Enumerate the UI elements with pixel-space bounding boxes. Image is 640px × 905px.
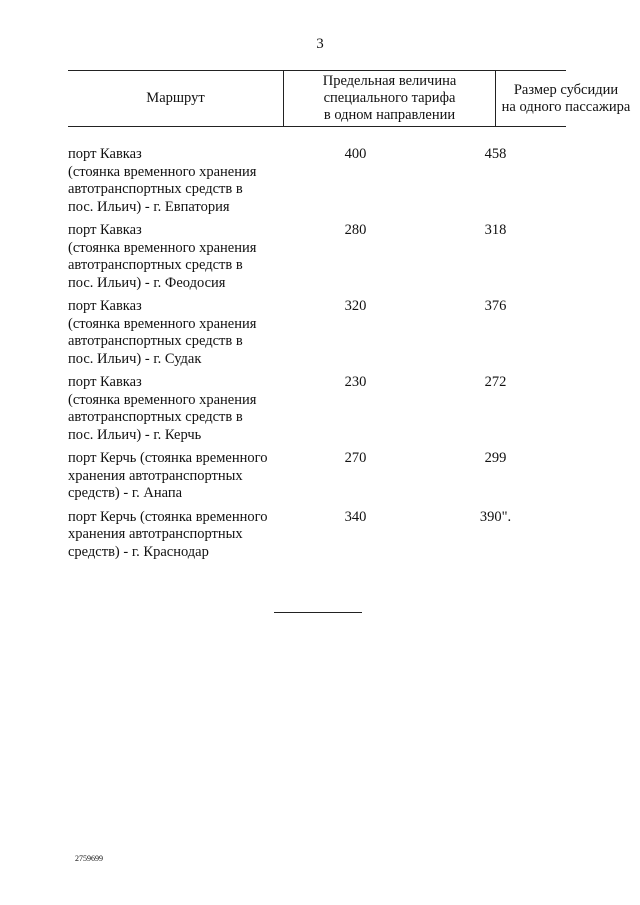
table-row	[68, 222, 566, 292]
route-cell: порт Кавказ (стоянка временного хранения автотранспортных средств в пос. Ильич) - г. Феодосия	[68, 222, 257, 291]
document-id: 2759699	[75, 854, 103, 863]
header-subsidy: Размер субсидии на одного пассажира	[501, 81, 631, 115]
route-cell: порт Кавказ (стоянка временного хранения автотранспортных средств в пос. Ильич) - г. Евпатория	[68, 146, 257, 215]
end-rule	[274, 612, 362, 613]
tariff-cell: 400	[344, 146, 367, 162]
table-row	[68, 509, 566, 562]
table-header	[68, 70, 631, 127]
route-cell: порт Кавказ (стоянка временного хранения автотранспортных средств в пос. Ильич) - г. Керчь	[68, 374, 257, 443]
route-cell: порт Керчь (стоянка временного хранения автотранспортных средств) - г. Анапа	[68, 450, 268, 501]
table-row	[68, 374, 566, 444]
table-row	[68, 146, 566, 216]
tariff-cell: 340	[344, 508, 367, 525]
subsidy-cell: 299	[484, 450, 507, 466]
table-body	[68, 127, 566, 561]
header-route: Маршрут	[146, 90, 205, 106]
subsidy-cell: 318	[484, 222, 507, 238]
table-row	[68, 298, 566, 368]
subsidy-cell: 272	[484, 374, 507, 390]
subsidy-cell: 390".	[479, 508, 512, 525]
tariff-cell: 280	[344, 222, 367, 238]
tariff-cell: 320	[344, 298, 367, 314]
tariff-table	[68, 70, 631, 567]
tariff-cell: 230	[344, 374, 367, 390]
header-tariff: Предельная величина специального тарифа в одном направлении	[283, 71, 496, 126]
table-row	[68, 450, 566, 503]
page-number: 3	[316, 36, 324, 52]
subsidy-cell: 458	[484, 146, 507, 162]
tariff-cell: 270	[344, 450, 367, 466]
route-cell: порт Керчь (стоянка временного хранения автотранспортных средств) - г. Краснодар	[68, 508, 268, 560]
route-cell: порт Кавказ (стоянка временного хранения автотранспортных средств в пос. Ильич) - г. Судак	[68, 298, 257, 367]
subsidy-cell: 376	[484, 298, 507, 314]
